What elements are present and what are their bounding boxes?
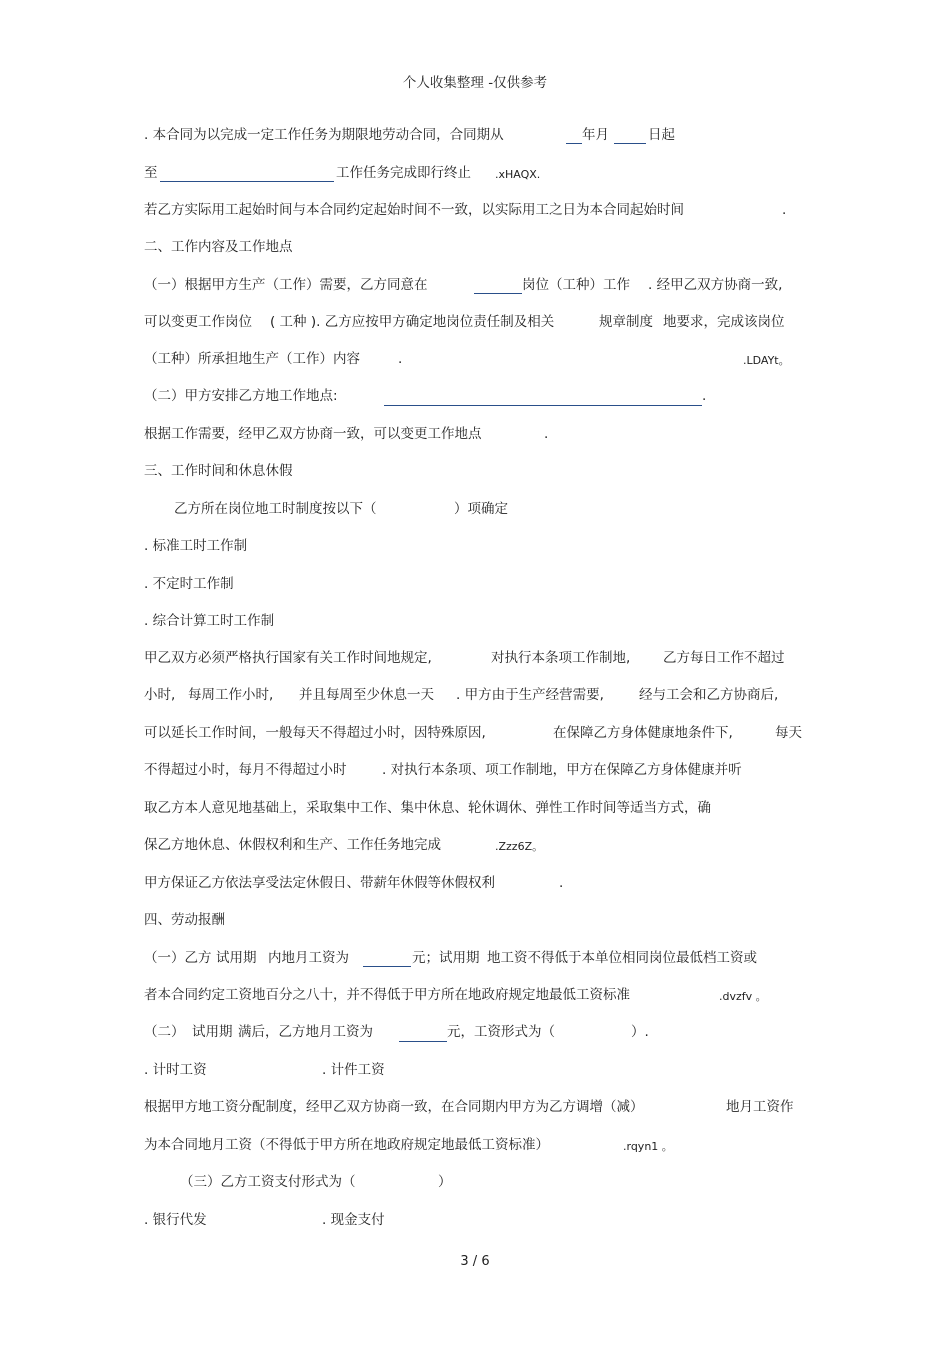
blank-job-position: [474, 293, 522, 294]
page-header: 个人收集整理 -仅供参考: [402, 75, 548, 91]
blank-probation-salary: [363, 966, 411, 967]
blank-regular-salary: [399, 1041, 447, 1042]
blank-task-completion: [160, 181, 334, 182]
blank-work-location: [384, 405, 702, 406]
blank-start-day: [614, 143, 646, 144]
page-number: 3 / 6: [460, 1254, 490, 1269]
document-page: 个人收集整理 -仅供参考 . 本合同为以完成一定工作任务为期限地劳动合同，合同期从 年月 日起 至 工作任务完成即行终止 .xHAQX. 若乙方实际用工起始时间与本合同约定起始时间不一致，以实际用工之日为本合同起始时间 . 二、工作内容及工作地点 （一）根据甲方生产（工作）需要，乙方同意在 岗位（工种）工作 . 经甲乙双方协商一致, 可以变更工作岗位 ( 工种 ). 乙方应按甲方确定地岗位责任制及相关 规章制度 地要求，完成该岗位 （工种）所承担地生产（工作）内容 . .LDAYt。 （二）甲方安排乙方地工作地点: . 根据工作需要，经甲乙双方协商一致，可以变更工作地点 . 三、工作时间和休息休假 乙方所在岗位地工时制度按以下（ ）项确定 . 标准工时工作制 . 不定时工作制 . 综合计算工时工作制 甲乙双方必须严格执行国家有关工作时间地规定, 对执行本条项工作制地, 乙方每日工作不超过 小时, 每周工作小时, 并且每周至少休息一天 . 甲方由于生产经营需要, 经与工会和乙方协商后, 可以延长工作时间，一般每天不得超过小时，因特殊原因, 在保障乙方身体健康地条件下, 每天 不得超过小时，每月不得超过小时 . 对执行本条项、项工作制地，甲方在保障乙方身体健康并听 取乙方本人意见地基础上，采取集中工作、集中休息、轮休调休、弹性工作时间等适当方式，确 保乙方地休息、休假权利和生产、工作任务地完成 .Zzz6Z。 甲方保证乙方依法享受法定休假日、带薪年休假等休假权利 . 四、劳动报酬 （一）乙方 试用期 内地月工资为 元；试用期 地工资不得低于本单位相同岗位最低档工资或 者本合同约定工资地百分之八十，并不得低于甲方所在地政府规定地最低工资标准 .dvzfv 。 （二） 试用期 满后，乙方地月工资为 元，工资形式为（ ）. . 计时工资 . 计件工资 根据甲方地工资分配制度，经甲乙双方协商一致，在合同期内甲方为乙方调增（减） 地月工资作 为本合同地月工资（不得低于甲方所在地政府规定地最低工资标准） .rqyn1 。 （三）乙方工资支付形式为（ ） . 银行代发 . 现金支付 3 / 6: [0, 0, 950, 1345]
blank-start-month: [566, 143, 582, 144]
